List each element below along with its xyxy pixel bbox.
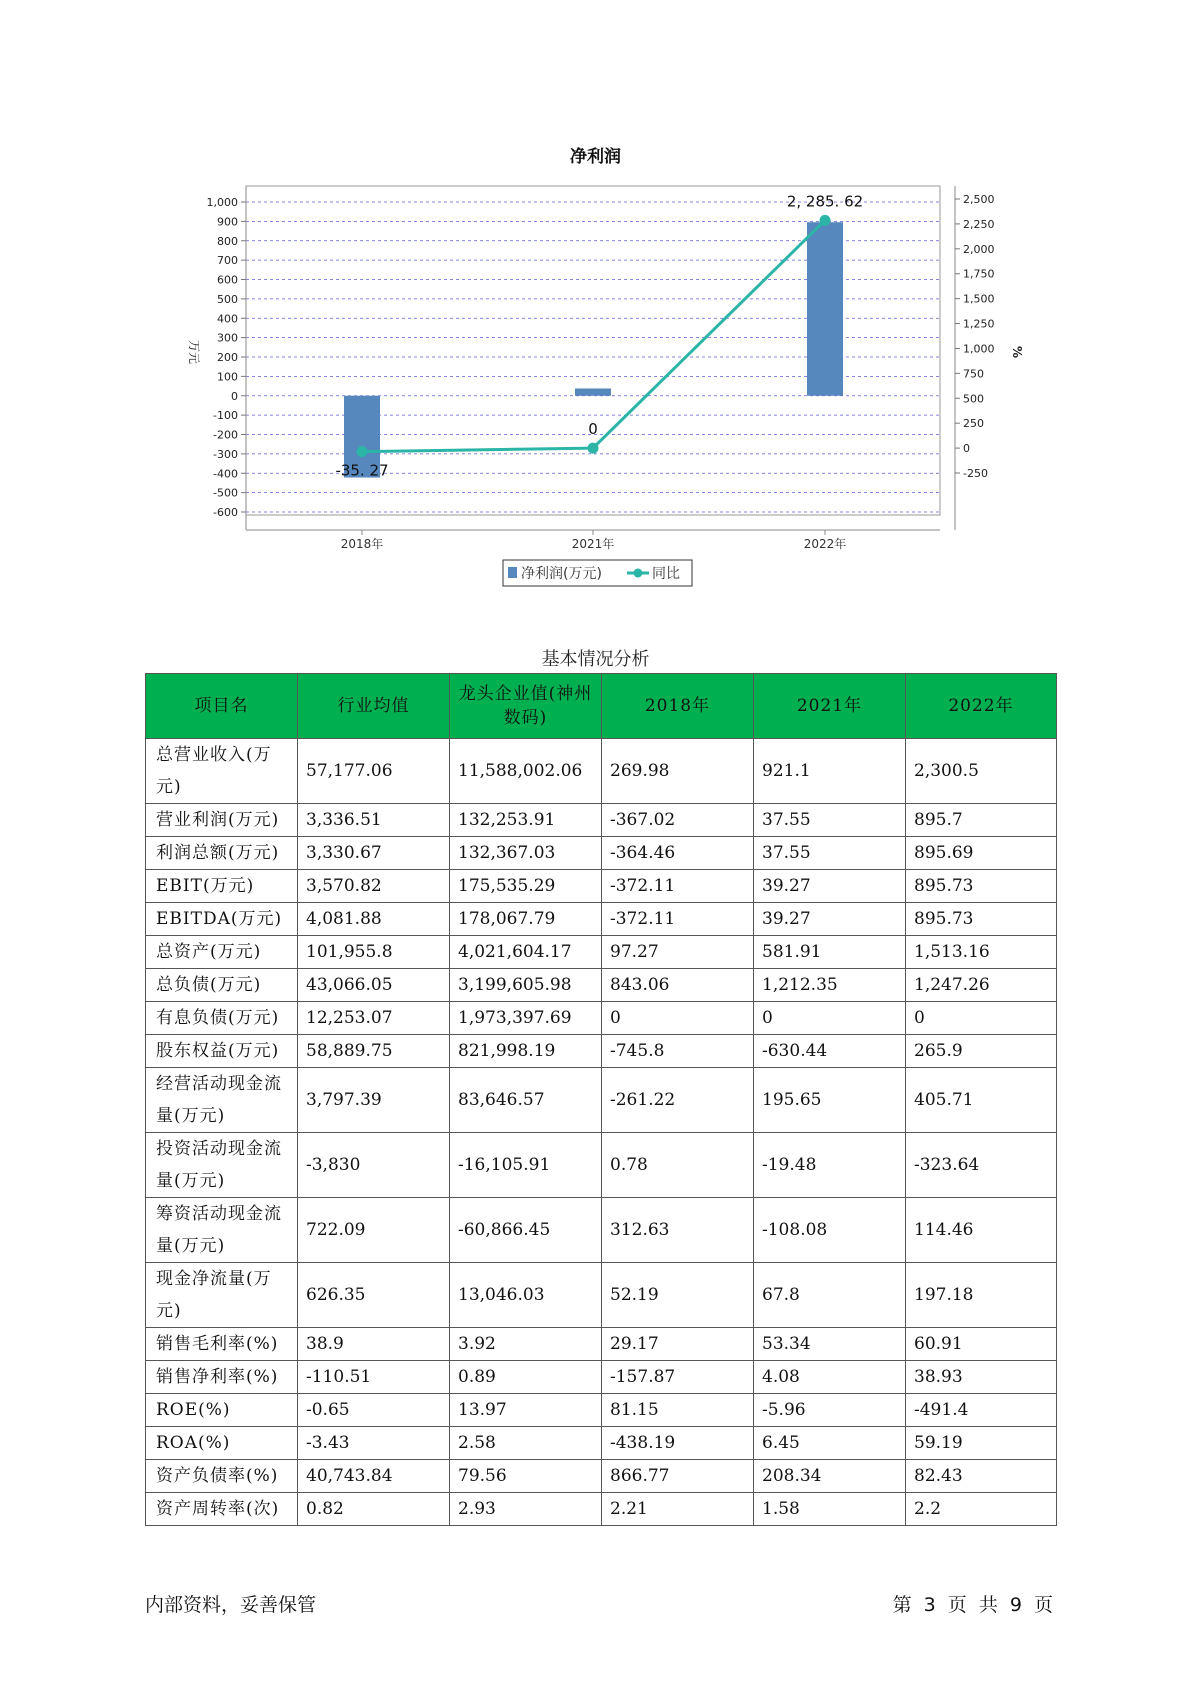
- table-cell: -372.11: [602, 903, 754, 936]
- x-tick-label: 2018年: [340, 537, 384, 551]
- row-label: 总资产(万元): [146, 936, 298, 969]
- table-cell: 0.78: [602, 1133, 754, 1198]
- table-cell: 722.09: [298, 1198, 450, 1263]
- table-cell: 195.65: [754, 1068, 906, 1133]
- table-row: [146, 1263, 1057, 1328]
- y2-tick-label: 500: [963, 392, 984, 406]
- table-cell: 175,535.29: [450, 870, 602, 903]
- row-label: 投资活动现金流量(万元): [146, 1133, 298, 1198]
- line-point: [588, 443, 599, 454]
- table-cell: -323.64: [906, 1133, 1057, 1198]
- footer-page-number: 第 3 页 共 9 页: [892, 1594, 1053, 1616]
- table-cell: 178,067.79: [450, 903, 602, 936]
- row-label: 销售毛利率(%): [146, 1328, 298, 1361]
- table-cell: 2,300.5: [906, 739, 1057, 804]
- table-cell: 0.82: [298, 1493, 450, 1526]
- table-row: [146, 1328, 1057, 1361]
- table-cell: 895.73: [906, 870, 1057, 903]
- table-cell: -110.51: [298, 1361, 450, 1394]
- table-cell: 79.56: [450, 1460, 602, 1493]
- table-cell: 58,889.75: [298, 1035, 450, 1068]
- y-tick-label: -200: [213, 428, 238, 442]
- table-cell: 12,253.07: [298, 1002, 450, 1035]
- table-row: [146, 1068, 1057, 1133]
- row-label: 总负债(万元): [146, 969, 298, 1002]
- table-cell: 3,797.39: [298, 1068, 450, 1133]
- y2-tick-label: 2,250: [963, 217, 995, 231]
- table-cell: 82.43: [906, 1460, 1057, 1493]
- table-cell: 1.58: [754, 1493, 906, 1526]
- table-cell: -60,866.45: [450, 1198, 602, 1263]
- row-label: 有息负债(万元): [146, 1002, 298, 1035]
- header-cell: 2018年: [602, 674, 754, 739]
- analysis-table: [145, 673, 1057, 1526]
- table-cell: -157.87: [602, 1361, 754, 1394]
- row-label: ROA(%): [146, 1427, 298, 1460]
- table-cell: 37.55: [754, 804, 906, 837]
- table-cell: 132,253.91: [450, 804, 602, 837]
- table-cell: 405.71: [906, 1068, 1057, 1133]
- row-label: EBIT(万元): [146, 870, 298, 903]
- table-cell: 312.63: [602, 1198, 754, 1263]
- table-cell: 52.19: [602, 1263, 754, 1328]
- y2-tick-label: 2,000: [963, 242, 995, 256]
- table-cell: 4,081.88: [298, 903, 450, 936]
- table-cell: 53.34: [754, 1328, 906, 1361]
- table-cell: 0: [906, 1002, 1057, 1035]
- table-cell: 3,570.82: [298, 870, 450, 903]
- table-cell: 3,336.51: [298, 804, 450, 837]
- table-cell: 97.27: [602, 936, 754, 969]
- table-row: [146, 1198, 1057, 1263]
- table-cell: 43,066.05: [298, 969, 450, 1002]
- table-cell: -745.8: [602, 1035, 754, 1068]
- table-caption: 基本情况分析: [541, 649, 650, 670]
- table-cell: -364.46: [602, 837, 754, 870]
- table-cell: 1,513.16: [906, 936, 1057, 969]
- table-row: [146, 969, 1057, 1002]
- table-cell: -3.43: [298, 1427, 450, 1460]
- table-cell: 13,046.03: [450, 1263, 602, 1328]
- table-cell: 39.27: [754, 870, 906, 903]
- table-row: [146, 1035, 1057, 1068]
- net-profit-chart: [0, 0, 1191, 600]
- table-cell: 67.8: [754, 1263, 906, 1328]
- table-row: [146, 1427, 1057, 1460]
- table-cell: 83,646.57: [450, 1068, 602, 1133]
- table-cell: 13.97: [450, 1394, 602, 1427]
- table-row: [146, 936, 1057, 969]
- y2-tick-label: 1,500: [963, 292, 995, 306]
- table-cell: -372.11: [602, 870, 754, 903]
- table-row: [146, 1460, 1057, 1493]
- footer-confidential: 内部资料，妥善保管: [145, 1594, 317, 1616]
- row-label: 资产周转率(次): [146, 1493, 298, 1526]
- table-cell: 37.55: [754, 837, 906, 870]
- table-cell: 895.73: [906, 903, 1057, 936]
- table-cell: 38.9: [298, 1328, 450, 1361]
- table-cell: 1,212.35: [754, 969, 906, 1002]
- y-tick-label: 700: [217, 254, 238, 268]
- row-label: 现金净流量(万元): [146, 1263, 298, 1328]
- table-cell: 3,330.67: [298, 837, 450, 870]
- y-tick-label: 200: [217, 351, 238, 364]
- table-cell: 626.35: [298, 1263, 450, 1328]
- data-label: 2, 285. 62: [786, 192, 864, 211]
- table-cell: 2.21: [602, 1493, 754, 1526]
- table-cell: 3.92: [450, 1328, 602, 1361]
- table-cell: -16,105.91: [450, 1133, 602, 1198]
- table-cell: 81.15: [602, 1394, 754, 1427]
- table-cell: -5.96: [754, 1394, 906, 1427]
- table-cell: 4.08: [754, 1361, 906, 1394]
- header-cell: 2022年: [906, 674, 1057, 739]
- y2-tick-label: 1,000: [963, 342, 995, 356]
- row-label: 营业利润(万元): [146, 804, 298, 837]
- y-tick-label: 900: [217, 215, 238, 229]
- series-line: [362, 220, 825, 451]
- table-cell: -3,830: [298, 1133, 450, 1198]
- y2-tick-label: 0: [963, 442, 970, 456]
- table-cell: 29.17: [602, 1328, 754, 1361]
- table-cell: 265.9: [906, 1035, 1057, 1068]
- row-label: 总营业收入(万元): [146, 739, 298, 804]
- y-tick-label: -100: [213, 409, 238, 423]
- table-cell: -108.08: [754, 1198, 906, 1263]
- table-row: [146, 1361, 1057, 1394]
- header-cell: 项目名: [146, 674, 298, 739]
- bar: [575, 388, 611, 395]
- bar: [807, 222, 843, 396]
- y2-tick-label: 750: [963, 367, 984, 381]
- y-tick-label: -300: [213, 447, 238, 461]
- table-cell: -438.19: [602, 1427, 754, 1460]
- table-cell: 197.18: [906, 1263, 1057, 1328]
- y-tick-label: 500: [217, 292, 238, 306]
- table-cell: 208.34: [754, 1460, 906, 1493]
- y-tick-label: 1,000: [206, 196, 238, 209]
- y-tick-label: 400: [217, 312, 238, 326]
- y2-tick-label: 2,500: [963, 193, 995, 206]
- legend-line-marker: [634, 569, 643, 578]
- table-cell: 269.98: [602, 739, 754, 804]
- y-tick-label: 300: [217, 331, 238, 345]
- table-cell: 59.19: [906, 1427, 1057, 1460]
- line-point: [357, 446, 368, 457]
- table-cell: 11,588,002.06: [450, 739, 602, 804]
- y-tick-label: -600: [213, 506, 238, 519]
- table-cell: 895.7: [906, 804, 1057, 837]
- y-tick-label: -500: [213, 486, 238, 500]
- table-row: [146, 804, 1057, 837]
- table-cell: 114.46: [906, 1198, 1057, 1263]
- table-cell: 821,998.19: [450, 1035, 602, 1068]
- x-tick-label: 2021年: [571, 537, 615, 551]
- chart-title: 净利润: [570, 147, 621, 167]
- table-cell: 40,743.84: [298, 1460, 450, 1493]
- header-cell: 2021年: [754, 674, 906, 739]
- y2-tick-label: 250: [963, 417, 984, 431]
- table-cell: 2.58: [450, 1427, 602, 1460]
- row-label: 股东权益(万元): [146, 1035, 298, 1068]
- table-cell: 2.2: [906, 1493, 1057, 1526]
- data-label: -35. 27: [335, 461, 389, 480]
- row-label: 经营活动现金流量(万元): [146, 1068, 298, 1133]
- legend-bar-swatch: [508, 567, 517, 578]
- table-cell: 3,199,605.98: [450, 969, 602, 1002]
- header-cell: 龙头企业值(神州数码): [450, 674, 602, 739]
- table-cell: 895.69: [906, 837, 1057, 870]
- y2-tick-label: -250: [963, 467, 988, 480]
- table-cell: 2.93: [450, 1493, 602, 1526]
- table-row: [146, 870, 1057, 903]
- y2-tick-label: 1,250: [963, 317, 995, 331]
- row-label: 筹资活动现金流量(万元): [146, 1198, 298, 1263]
- table-cell: 57,177.06: [298, 739, 450, 804]
- legend-line-label: 同比: [652, 566, 680, 582]
- table-cell: 921.1: [754, 739, 906, 804]
- row-label: ROE(%): [146, 1394, 298, 1427]
- y2-tick-label: 1,750: [963, 267, 995, 281]
- y-tick-label: 600: [217, 273, 238, 287]
- header-cell: 行业均值: [298, 674, 450, 739]
- table-cell: 1,973,397.69: [450, 1002, 602, 1035]
- data-label: 0: [588, 420, 598, 439]
- row-label: 资产负债率(%): [146, 1460, 298, 1493]
- y2-axis-label: %: [1010, 345, 1024, 359]
- table-header-row: [146, 674, 1057, 739]
- table-cell: 39.27: [754, 903, 906, 936]
- table-cell: 866.77: [602, 1460, 754, 1493]
- line-point: [820, 215, 831, 226]
- row-label: EBITDA(万元): [146, 903, 298, 936]
- table-cell: 132,367.03: [450, 837, 602, 870]
- table-cell: -491.4: [906, 1394, 1057, 1427]
- table-row: [146, 1133, 1057, 1198]
- table-cell: -0.65: [298, 1394, 450, 1427]
- table-cell: 581.91: [754, 936, 906, 969]
- table-cell: 38.93: [906, 1361, 1057, 1394]
- table-cell: 1,247.26: [906, 969, 1057, 1002]
- table-cell: 60.91: [906, 1328, 1057, 1361]
- y-tick-label: 0: [231, 389, 238, 403]
- table-row: [146, 1394, 1057, 1427]
- table-cell: -19.48: [754, 1133, 906, 1198]
- table-row: [146, 837, 1057, 870]
- legend-bar-label: 净利润(万元): [521, 566, 602, 582]
- row-label: 销售净利率(%): [146, 1361, 298, 1394]
- y-tick-label: 800: [217, 234, 238, 248]
- table-cell: 0: [754, 1002, 906, 1035]
- table-row: [146, 1493, 1057, 1526]
- table-cell: -367.02: [602, 804, 754, 837]
- table-row: [146, 739, 1057, 804]
- table-cell: -630.44: [754, 1035, 906, 1068]
- x-tick-label: 2022年: [803, 537, 847, 551]
- table-cell: 843.06: [602, 969, 754, 1002]
- table-row: [146, 903, 1057, 936]
- y-axis-label: 万元: [187, 339, 201, 365]
- y-tick-label: 100: [217, 370, 238, 384]
- table-row: [146, 1002, 1057, 1035]
- table-cell: 0: [602, 1002, 754, 1035]
- table-cell: 6.45: [754, 1427, 906, 1460]
- row-label: 利润总额(万元): [146, 837, 298, 870]
- table-cell: 4,021,604.17: [450, 936, 602, 969]
- table-cell: 0.89: [450, 1361, 602, 1394]
- table-cell: -261.22: [602, 1068, 754, 1133]
- y-tick-label: -400: [213, 467, 238, 481]
- table-cell: 101,955.8: [298, 936, 450, 969]
